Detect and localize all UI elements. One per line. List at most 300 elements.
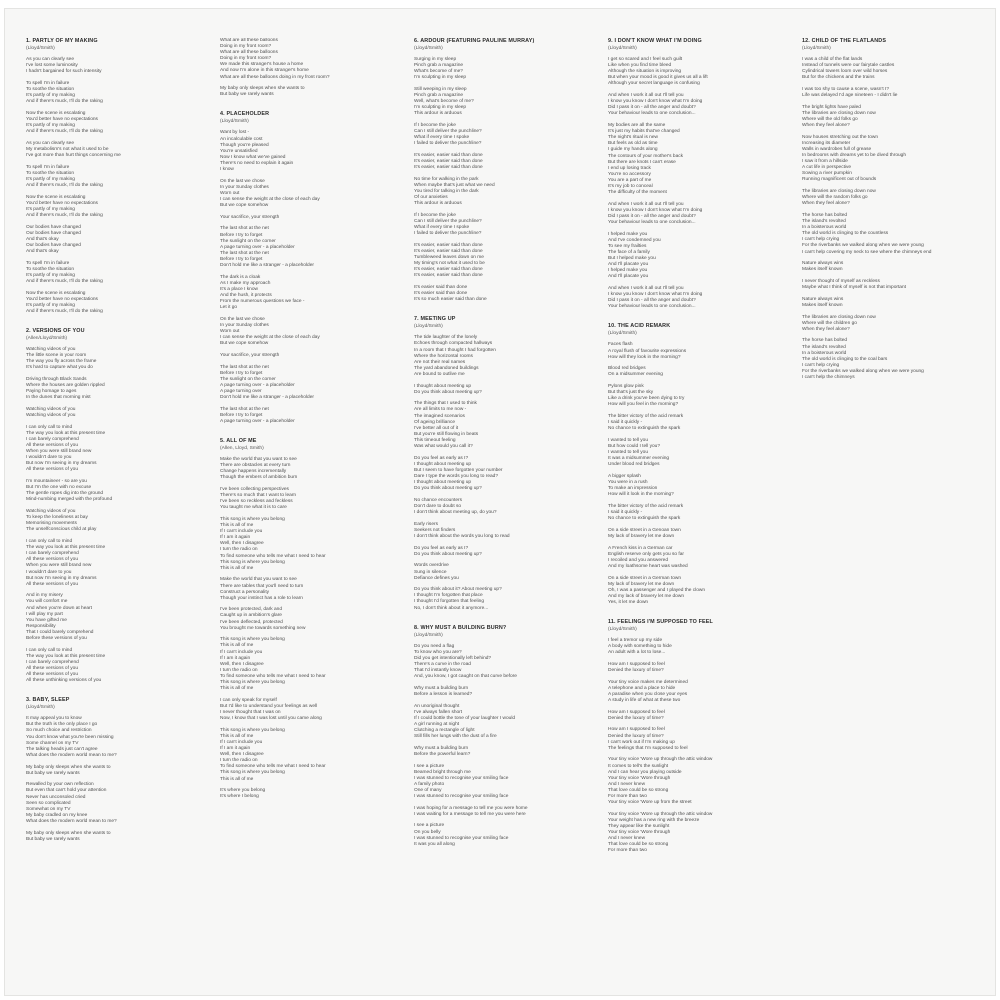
lyric-line: I never thought of myself as reckless	[802, 278, 880, 284]
song-block	[802, 38, 982, 381]
lyric-line: The horse has bolted	[802, 212, 848, 218]
lyric-line: This song is where you belong	[220, 637, 285, 643]
lyric-line: You'd better have no expectations	[26, 116, 98, 122]
lyric-line: You'd better have no expectations	[26, 200, 98, 206]
song-credit: (Allen, Lloyd, Smith)	[220, 446, 264, 452]
stanza	[220, 728, 400, 783]
lyric-line: Now the scene is escalating	[26, 290, 86, 296]
lyric-line: The libraries are closing down now	[802, 189, 876, 195]
lyric-line: Did I pass it on - all the anger and doubt?	[608, 298, 696, 304]
stanza	[608, 474, 788, 498]
lyric-line: I thought about meeting up	[414, 383, 472, 389]
lyric-line: I said it quickly -	[608, 510, 643, 516]
lyric-line: Your tiny voice 'Wore through	[608, 830, 671, 836]
lyric-line: I can barely comprehend	[26, 551, 79, 557]
lyric-line: To find someone who tells me what I need to hear	[220, 673, 326, 679]
lyric-line: If I become the joke	[414, 123, 456, 129]
stanza	[220, 275, 400, 312]
lyric-line: The way you look at this present time	[26, 430, 106, 436]
lyric-line: My timing's not what it used to be	[414, 261, 485, 267]
lyric-line: I know	[220, 167, 234, 172]
lyric-line: If I am it again	[220, 655, 251, 661]
lyric-line: It's easier, easier said than done	[414, 242, 483, 248]
lyric-line: I've always fallen short	[414, 709, 463, 715]
stanza	[608, 286, 788, 310]
stanza	[608, 662, 788, 674]
lyric-line: To soothe the situation	[26, 170, 75, 176]
lyric-line: I wouldn't dare to you	[26, 455, 72, 461]
lyric-line: It's easier, easier said than done	[414, 153, 483, 158]
stanza	[608, 757, 788, 806]
lyric-line: Your tiny voice 'Wore up from the street	[608, 800, 692, 806]
lyric-line: This song is where you belong	[220, 770, 285, 776]
stanza	[26, 165, 206, 189]
song-block	[26, 38, 206, 315]
lyric-line: A page turning over - a placeholder	[220, 418, 295, 424]
lyric-line: If I can't include you	[220, 529, 263, 535]
lyric-line: There are obstacles at every turn	[220, 463, 291, 469]
lyric-line: Still weeping in my sleep	[414, 86, 467, 92]
lyric-line: Did you get intentionally left behind?	[414, 655, 492, 661]
lyric-line: Change happens incrementally	[220, 469, 287, 475]
lyric-line: Our bodies have changed	[26, 230, 81, 236]
lyric-line: How am I supposed to feel	[608, 709, 665, 715]
lyric-line: Though your instinct has a role to learn	[220, 595, 303, 601]
lyric-line: Tumbleweed leaves down on me	[414, 255, 484, 261]
lyric-line: Instead of tunnels were our fairytale castles	[802, 63, 895, 69]
lyric-line: The island's revolted	[802, 219, 846, 225]
lyric-line: The yard abandoned buildings	[414, 365, 479, 371]
lyric-line: A cut life in perspective	[802, 165, 852, 171]
lyric-line: And I never knew	[608, 836, 646, 842]
stanza	[608, 504, 788, 522]
stanza	[220, 788, 400, 800]
lyric-line: On a midsummer evening	[608, 372, 663, 378]
lyric-line: As I make my approach	[220, 280, 271, 286]
lyric-line: I feel a tremor up my side	[608, 638, 663, 644]
song-block	[26, 328, 206, 684]
lyric-line: It's so much easier said than done	[414, 297, 487, 303]
lyric-line: It's easier said than done	[414, 285, 468, 291]
lyric-line: For more than two	[608, 848, 647, 854]
lyric-line: There are tables that you'll need to turn	[220, 583, 304, 589]
stanza	[26, 57, 206, 75]
lyric-line: All these versions of you	[26, 666, 78, 671]
lyric-line: Do you feel as early as I?	[414, 545, 469, 551]
lyric-line: And that's okay	[26, 249, 59, 254]
lyric-line: In a boisterous world	[802, 350, 847, 356]
stanza	[26, 765, 206, 777]
lyric-line: It's partly of my making	[26, 176, 75, 182]
stanza	[26, 425, 206, 474]
stanza	[414, 563, 594, 581]
lyric-line: Sowing a river pumpkin	[802, 171, 852, 177]
lyric-line: Surging in my sleep	[414, 57, 457, 62]
lyric-column	[802, 38, 982, 996]
lyric-line: If I can't include you	[220, 739, 263, 745]
lyric-line: The contours of your mother's back	[608, 153, 684, 159]
lyric-line: The old world is clinging to the coal bars	[802, 356, 888, 362]
lyric-line: Seen so complicated	[26, 800, 71, 806]
lyric-line: Pylons glow pink	[608, 384, 644, 390]
lyric-line: A page turning over - a placeholder	[220, 244, 295, 250]
lyric-line: When you were still brand new	[26, 563, 92, 569]
lyric-line: Are all limits to me now -	[414, 407, 467, 413]
lyric-line: This timeout feeling	[414, 437, 456, 443]
lyric-line: This is all of me	[220, 686, 254, 692]
lyric-line: But baby we rarely wants	[26, 836, 80, 842]
lyric-line: Make the world that you want to see	[220, 577, 297, 583]
lyric-line: And that's okay	[26, 236, 59, 242]
lyric-line: It's partly of my making	[26, 302, 75, 308]
stanza	[802, 87, 982, 99]
stanza	[802, 297, 982, 309]
lyric-line: An incalculable cost	[220, 136, 263, 142]
stanza	[220, 407, 400, 425]
lyric-line: No chance encounters	[414, 497, 462, 503]
lyric-line: The little scene in your room	[26, 353, 87, 359]
lyric-line: When they feel alone?	[802, 123, 850, 129]
lyric-line: Never has unconsoled cried	[26, 794, 86, 800]
lyric-line: But I'm the one with no excuse	[26, 485, 92, 491]
lyric-line: My lack of bravery let me down	[608, 581, 675, 587]
stanza	[26, 831, 206, 843]
lyric-line: The libraries are closing down now	[802, 110, 876, 116]
lyric-line: It's partly of my making	[26, 272, 75, 278]
lyric-line: Now houses stretching out the town	[802, 134, 878, 140]
lyric-line: What are all these balloons	[220, 50, 278, 56]
stanza	[26, 195, 206, 219]
lyric-line: All these versions of you	[26, 443, 78, 449]
lyric-line: A study in life of what at these two	[608, 698, 681, 703]
stanza	[608, 366, 788, 378]
lyric-line: But baby we rarely wants	[26, 770, 80, 776]
lyric-line: All these unthinking versions of you	[26, 678, 102, 684]
lyric-line: Still fills her lungs with the dust of a fire	[414, 734, 497, 740]
lyric-line: Your tiny voice makes me determined	[608, 679, 688, 685]
lyric-line: Construct a personality	[220, 589, 270, 595]
lyric-line: But there are knots I can't erase	[608, 159, 676, 165]
lyric-line: I was waiting for a message to tell me you were here	[414, 811, 526, 817]
stanza	[802, 213, 982, 256]
lyric-line: Watching videos of you	[26, 509, 76, 515]
lyric-line: And when I work it all out I'll tell you	[608, 286, 684, 292]
lyric-line: And, you know, I got caught on that curve before	[414, 674, 517, 680]
lyric-line: A royal flush of favourite expressions	[608, 348, 687, 354]
lyric-line: There's no need to explain it again	[220, 160, 294, 166]
lyric-line: Was what would you call it?	[414, 444, 473, 450]
lyric-line: You'd better have no expectations	[26, 296, 98, 302]
lyric-line: I will play my part	[26, 611, 63, 617]
song-block	[26, 697, 206, 842]
lyric-line: Pinch grab a magazine	[414, 93, 464, 99]
lyric-line: Defiance defines you	[414, 575, 459, 581]
lyric-line: That love could be so strong	[608, 787, 669, 793]
stanza	[608, 342, 788, 360]
lyric-line: Maybe what I think of myself is not that important	[802, 285, 906, 291]
lyric-line: I'm sculpting in my sleep	[414, 105, 467, 111]
lyric-line: Dare I type the words you long to read?	[414, 474, 498, 479]
lyric-line: This ardour is arduous	[414, 201, 462, 207]
stanza	[414, 644, 594, 681]
lyric-line: I can only call to mind	[26, 647, 73, 653]
stanza	[220, 38, 400, 81]
lyric-line: Like a drink you've been dying to try	[608, 396, 685, 402]
lyric-line: No chance to extinguish the spark	[608, 516, 681, 522]
lyric-line: To keep the loneliness at bay	[26, 515, 88, 521]
lyric-line: Well, then I disagree	[220, 661, 264, 667]
lyric-line: My baby only sleeps when she wants to	[220, 86, 305, 92]
stanza	[608, 414, 788, 432]
song-block	[220, 38, 400, 98]
lyric-line: Makes itself known	[802, 267, 843, 273]
lyric-line: Why must a building burn	[414, 745, 469, 751]
lyric-line: And if there's muck, I'll do the raking	[26, 129, 103, 135]
lyric-line: And my lack of bravery let me down	[608, 593, 684, 599]
lyric-line: In a boisterous world	[802, 225, 847, 231]
stanza	[608, 546, 788, 570]
lyric-line: I turn the radio on	[220, 547, 258, 553]
lyric-line: If I become the joke	[414, 212, 456, 218]
lyric-line: I know you know I don't know what I'm doing	[608, 207, 703, 213]
stanza	[26, 407, 206, 419]
lyric-line: It's where I belong	[220, 794, 259, 800]
lyric-line: Before I try to forget	[220, 232, 263, 238]
lyric-line: This is all of me	[220, 523, 254, 529]
lyric-line: Pinch grab a magazine	[414, 63, 464, 69]
lyric-line: It's my job to conceal	[608, 183, 653, 189]
lyric-line: The horse has bolted	[802, 338, 848, 344]
lyric-line: How will you feel in the morning?	[608, 402, 679, 408]
lyric-line: You were in a rush	[608, 480, 648, 486]
lyric-line: English reserve only gets you so far	[608, 551, 684, 557]
lyric-line: What if every time I spoke	[414, 135, 470, 141]
stanza	[26, 81, 206, 105]
lyric-line: On the last we chose	[220, 178, 265, 184]
stanza	[220, 487, 400, 511]
lyric-line: It's easier said than done	[414, 291, 468, 297]
lyric-line: This is all of me	[220, 565, 254, 571]
lyric-line: I said it quickly -	[608, 420, 643, 426]
lyric-line: I've been collecting perspectives	[220, 487, 289, 492]
lyric-line: In your Sunday clothes	[220, 184, 269, 190]
lyric-line: I was a child of the flat lands	[802, 57, 863, 62]
song-credit: (Lloyd/Smith)	[414, 46, 443, 51]
stanza	[608, 528, 788, 540]
lyric-line: Before I try to forget	[220, 256, 263, 262]
song-title: 6. ARDOUR (FEATURING PAULINE MURRAY)	[414, 38, 535, 44]
lyric-line: It's easier, easier said than done	[414, 267, 483, 273]
stanza	[220, 353, 400, 359]
stanza	[220, 215, 400, 221]
lyric-line: It's partly of my making	[26, 93, 75, 99]
lyric-line: The bitter victory of the acid remark	[608, 414, 684, 420]
lyric-line: You're unsatisfied	[220, 148, 258, 154]
lyric-line: To soothe the situation	[26, 266, 75, 272]
stanza	[414, 764, 594, 801]
stanza	[802, 105, 982, 129]
lyric-line: Running magnificent out of bounds	[802, 177, 877, 183]
stanza	[414, 587, 594, 611]
lyric-line: No, I don't think about it anymore...	[414, 605, 489, 611]
lyric-line: The way you look at this present time	[26, 545, 106, 551]
lyric-line: It's easier, easier said than done	[414, 165, 483, 171]
lyric-line: The things that I used to think	[414, 401, 477, 407]
lyric-line: All these versions of you	[26, 672, 78, 678]
song-credit: (Lloyd/Smith)	[220, 119, 249, 125]
stanza	[414, 384, 594, 396]
lyric-line: Our bodies have changed	[26, 224, 81, 230]
lyric-line: From the numerous questions we face -	[220, 299, 305, 305]
stanza	[220, 637, 400, 692]
lyric-line: Rewalled by your own reflection	[26, 782, 94, 788]
lyric-line: But I'd like to understand your feelings as well	[220, 703, 318, 709]
lyric-line: And in my misery	[26, 593, 63, 599]
song-credit: (Allen/Lloyd/Smith)	[26, 336, 68, 342]
lyric-line: What does the modern world mean to me?	[26, 752, 117, 758]
lyric-column	[220, 38, 400, 996]
lyric-line: Do you think about meeting up?	[414, 486, 482, 492]
lyric-line: And if there's muck, I'll do the raking	[26, 278, 103, 284]
lyric-line: Now, I know that I was lost until you came along	[220, 716, 322, 722]
lyric-line: I can't help crying	[802, 362, 840, 368]
lyric-line: You tired for talking in the dark	[414, 189, 479, 195]
lyric-line: Our bodies have changed	[26, 242, 81, 248]
lyric-line: I see a picture	[414, 823, 445, 829]
lyric-line: On a side street in a Genoan town	[608, 527, 681, 533]
lyric-line: Denied the luxury of time?	[608, 715, 664, 721]
lyric-line: Watching videos of you	[26, 347, 76, 353]
lyric-line: I know you know I don't know what I'm doing	[608, 99, 703, 105]
lyric-line: The sunlight on the corner	[220, 238, 276, 244]
lyric-line: Where the houses are golden rippled	[26, 383, 105, 389]
lyric-line: Oh, I was a passenger and I played the clown	[608, 587, 706, 593]
stanza	[26, 593, 206, 642]
stanza	[802, 315, 982, 333]
lyric-line: Your tiny voice 'Wore through	[608, 775, 671, 781]
stanza	[608, 57, 788, 87]
lyric-line: I hadn't bargained for such intensity	[26, 69, 102, 75]
lyric-line: There's so much that I want to learn	[220, 493, 297, 499]
stanza	[220, 457, 400, 481]
lyric-line: I thought about meeting up	[414, 480, 472, 486]
lyric-line: I was too shy to cause a scene, wasn't I?	[802, 86, 890, 92]
song-credit: (Lloyd/Smith)	[414, 632, 443, 638]
lyric-line: My metabolism's not what it used to be	[26, 146, 109, 152]
lyric-line: It was a midsummer evening	[608, 456, 670, 462]
lyric-line: To soothe the situation	[26, 86, 75, 92]
stanza	[414, 704, 594, 741]
lyric-line: I helped make you	[608, 231, 648, 237]
lyric-line: It was you all along	[414, 841, 455, 847]
stanza	[220, 607, 400, 631]
lyric-line: Your sacrifice, your strength	[220, 214, 280, 220]
lyric-line: You will comfort me	[26, 599, 68, 605]
lyric-columns	[26, 38, 982, 996]
song-block	[220, 438, 400, 800]
lyric-line: I was stunned to recognise your smiling face	[414, 775, 509, 781]
lyric-line: To make an impression	[608, 486, 658, 492]
lyric-line: All these versions of you	[26, 581, 78, 587]
lyric-line: There's a curve in the road	[414, 661, 471, 667]
lyric-line: To know who you are?	[414, 649, 462, 655]
stanza	[26, 141, 206, 159]
lyric-line: I can't help covering my neck to see where the chimneys end	[802, 249, 932, 255]
lyric-line: If I am it again	[220, 535, 251, 541]
stanza	[26, 509, 206, 533]
lyric-line: An adult with a lot to lose...	[608, 650, 666, 656]
lyric-line: But that's just the sky	[608, 390, 654, 396]
lyric-line: Do you think about meeting up?	[414, 551, 482, 557]
lyric-line: Sung in silence	[414, 569, 447, 575]
lyric-line: This is all of me	[220, 776, 254, 782]
song-block	[414, 316, 594, 611]
song-title: 2. VERSIONS OF YOU	[26, 328, 85, 335]
lyric-line: This song is where you belong	[220, 680, 285, 685]
lyric-line: Driving through Black Sands	[26, 377, 87, 382]
stanza	[220, 130, 400, 173]
lyric-line: A telephone and a place to hide	[608, 685, 676, 691]
stanza	[414, 123, 594, 147]
lyric-line: I was stunned to recognise your smiling face	[414, 794, 509, 799]
lyric-line: Life was delayed I'd age nineteen - I didn't lie	[802, 93, 898, 99]
lyric-line: I've better all out of it	[414, 425, 459, 431]
lyric-line: But now I'm seeing in my dreams	[26, 461, 97, 467]
lyric-line: I get so scared and I feel such guilt	[608, 57, 683, 62]
lyric-line: I helped make you	[608, 268, 648, 274]
stanza	[414, 546, 594, 558]
lyric-line: On a side street in a German town	[608, 575, 682, 581]
lyric-line: The sunlight on the corner	[220, 376, 276, 382]
lyric-line: Now I know what we've gained	[220, 154, 286, 160]
lyric-line: As you can clearly see	[26, 140, 74, 146]
lyric-line: The last shot at the net	[220, 364, 269, 370]
lyric-line: My baby cradled on my knee	[26, 812, 88, 818]
stanza	[802, 338, 982, 381]
lyric-line: I thought I'd forgotten that feeling	[414, 599, 484, 605]
lyric-line: For more than two	[608, 794, 647, 799]
lyric-line: When maybe that's just what we need	[414, 182, 495, 188]
lyric-line: Do you feel as early as I?	[414, 455, 469, 461]
lyric-line: I guide my hands along	[608, 147, 658, 153]
lyric-line: That I'd instantly know	[414, 668, 462, 674]
lyric-line: Denied the luxury of time?	[608, 733, 664, 739]
lyric-line: To see my frailties	[608, 243, 647, 249]
stanza	[220, 179, 400, 209]
lyric-line: It comes to tell's the sunlight	[608, 763, 669, 769]
lyric-line: What's become of me?	[414, 69, 463, 75]
stanza	[220, 317, 400, 347]
lyric-line: How will they look in the morning?	[608, 354, 681, 360]
lyric-line: I end up losing track	[608, 165, 651, 171]
stanza	[414, 401, 594, 450]
lyric-line: The island's revolted	[802, 344, 846, 350]
lyric-line: The tide laughter of the lonely	[414, 335, 478, 341]
lyric-line: Before I try to forget	[220, 370, 263, 376]
song-block	[414, 625, 594, 848]
lyric-line: Doing in my front room?	[220, 56, 272, 62]
lyric-line: The last shot at the net	[220, 250, 269, 256]
lyric-line: Some channel on my TV	[26, 740, 79, 746]
lyric-line: Do you need a flag	[414, 643, 455, 649]
lyric-line: A page turning over - a placeholder	[220, 382, 295, 388]
lyric-line: And if there's muck, I'll do the raking	[26, 182, 103, 188]
lyric-line: You taught me what it is to care	[220, 505, 287, 511]
stanza	[608, 438, 788, 468]
lyric-line: It's just my habits that've changed	[608, 129, 680, 135]
song-title: 3. BABY, SLEEP	[26, 697, 70, 704]
lyric-line: Yes, it let me down	[608, 599, 649, 605]
